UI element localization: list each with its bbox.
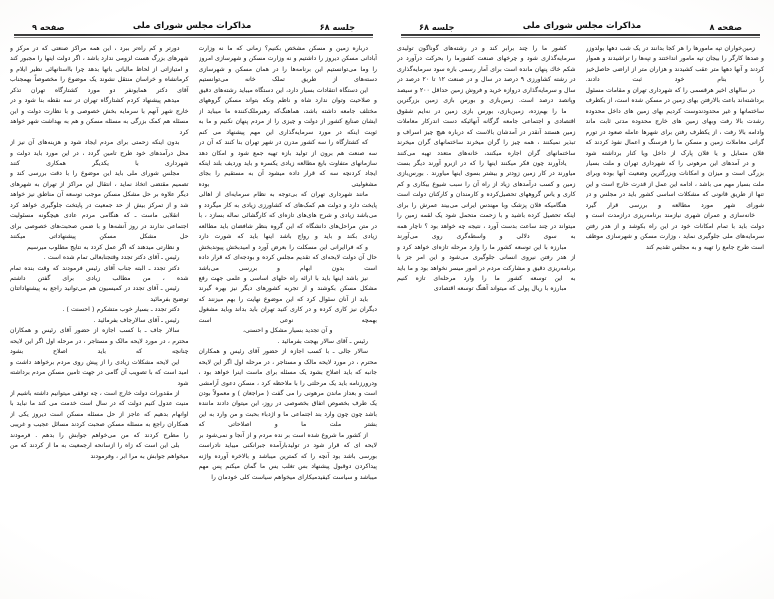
running-header-right [397, 16, 764, 31]
column-right-outer [397, 44, 576, 596]
paragraph: باید از آنان سئوال کرد که این موضوع نهایت را بهم میزنند که دیگران نیز کاری کرده و در کاری کنید تهران باید بداند وباید مشغول بهمچه نوعی است [198, 295, 377, 324]
header-rule-right-thin [401, 37, 760, 38]
speaker-line: سالار جاف ـ با کسب اجازه از حضور آقای رئیس و همکاران محترم ، در مورد لایحه مالک و مستاجر ، در مرحله اول اگر این لایحه چنانچه که باید اصلاح بشود [10, 327, 189, 356]
paragraph: یادآورند چون فکر میکنند اینها را که در ازبرو آورند دیگر بست میاورند در کار زمین زودتر و بیشتر بسوی اینها میاورند . بورس‌بازی زمین و کسب درآمدهای زیاد از راه آن را سبب شیوع بیکاری و کم کاری و یاس گروههای تحصیل‌کرده و کارمندان و کارکنان دولت است [397, 159, 576, 199]
session-number-right: جلسه ۶۸ [419, 21, 455, 32]
paragraph: بدون اینکه زحمتی برای مردم ایجاد شود و هزینه‌های آن نیز از محل درآمدهای خود طرح تامین گردد ، در این مورد باید دولت و شهرداری با یکدیگر همکاری کنند [10, 139, 189, 167]
paragraph: و در آمدهای این مرهونی را که شهرداری تهران و ملت بسیار بزرگی است و میزان و امکانات وبزرگترین وضعیت آنها بوده وبرای ملت بسیار مهم می باشد ، ادامه این عمل از قدرت خارج است و این تنها از طریق قانونی که مشکلات اساسی کشور باید در مجلس و در شورای شهر مورد مطالعه و بررسی قرار گیرد [585, 159, 764, 209]
paragraph: خانه‌سازی و عمران شهری نیازمند برنامه‌ریزی درازمدت است و دولت باید با تمام امکانات خود در این راه بکوشد و از هدر رفتن سرمایه‌های ملی جلوگیری نماید ، وزارت مسکن و شهرسازی موظف است طرح جامع را تهیه و به مجلس تقدیم کند [585, 212, 764, 251]
paragraph: مبارزه با این توسعه کشور ما را وارد مرحله تازه‌ای خواهد کرد و از هدر رفتن نیروی انسانی جلوگیری می‌شود و این امر جز با برنامه‌ریزی دقیق و مشارکت مردم در امور میسر نخواهد بود و ما باید به این توسعه کشور ما را وارد مرحله‌ای تازه کنیم [397, 243, 576, 282]
paragraph: نیز باشد اینها باید با ارائه راه حلهای اساسی و علمی جهت رفع مشکل مسکن بکوشند و از تجربه کشورهای دیگر نیز بهره گیرند [198, 274, 377, 293]
column-left-outer [10, 44, 189, 596]
session-number-left: جلسه ۶۸ [319, 21, 355, 32]
paragraph: کشور ما را چند برابر کند و در رشته‌های گوناگون تولیدی سرمایه‌گذاری شود و چرخهای صنعت کشورما را بحرکت درآورد در شکم خاك پنهان مانده است برای آمار رسمی بازه سود سرمایه‌گذاری در رشته کشاورزی ۹ درصد در سال و در صنعت ۱۲ تا ۲۰ درصد در سال و سرمایه‌گذاری دروازه خرید و فروش زمین حداقل ۲۰۰ و سیصد وپانصد درصد است. زمین‌بازی و بورس بازی زمین بزرگترین [397, 45, 576, 105]
column-right-inner [586, 44, 765, 596]
page-number-right-outer: صفحه ۸ [709, 21, 742, 32]
speaker-line: سالار جالی ـ با کسب اجازه از حضور آقای رئیس و همکاران محترم ، در مورد لایحه مالک و مستاجر ، در مرحله اول اگر این لایحه جانبه که باید اصلاح بشود یک مسئله برای ماست اینرا خواهد بود ، ودرورزنامه باید یک مرحلتی را با ملاحظه کرد ، مسکن دعوی آرامشی است و بعداز ماندن مرهونی را می گفت ( مراجعان ) و معمولاً بودن یک طرف بخصوص اتفاق بخصوصی در روز، این میتوان دادند ماننده باشد چون چون وارد بند اجتماعی ما و اژدباء بحبت و من وارد به این بشتر ملت ما و اصلاحاتی که [198, 348, 377, 429]
paragraph: هنگامیکه فلان پزشک وبا مهندس ایرانی می‌بیند عمرش را برای اینکه تحصیل کرده باشید و با زحمت متحمل شود یک لقمه زمین را میتواند در چند ساعت بدست آورد ، نتیجه چه خواهد بود ؟ ناچار همه به سوی دلالی و واسطه‌گری روی می‌آورند [397, 201, 576, 241]
document-title-right: مذاکرات مجلس شورای ملی [522, 21, 642, 32]
paragraph: این دستگاه انتقادات بسیار دارد، این دستگاه میباید رشته‌های دقیق و صلاحیت وتوان ندارد شاه و ناظم ونکه بتواند مسکن گروههای مختلف جامعه داشته باشد، هماهنگ‌که رهبرملک‌کننده ما میباید از ایشان صنایع کشور از دولت و چیزی را از مردم پنهان نکنیم و ما به ثوبت اینکه در مورد سرمایه‌گذاری این مهم پیشنهاد می کنم [198, 86, 377, 136]
paragraph: دورتر و کم راه‌تر ببرد ، این همه مراکز صنعتی که در مرکز و شهرهای بزرگ هست لزومی ندارد باشد ، اگر دولت اینها را مجبور کند و امتیازاتی از لحاظ مالیاتی باتها بدهد چرا بااستانهائی نظیر ایلام و کرمانشاه و خراسان منتقل نشوند یک موضوع را مخصوصاً بهمجناب آقای دکتر همایونفر دو مورد کشتارگاه تهران تذکر [10, 45, 189, 94]
header-rule-right [401, 34, 760, 36]
paragraph-centered: و آن تجدید بسیار مشکل و احسنی، [242, 327, 333, 335]
paragraph: انقلابی ماست ـ که هنگامی مردم عادی هیچگونه مسئولیت اجتماعی ندارند در روز آنشه‌ها و با ضمن صحبت‌های خصوصی برای حل مشکل مسکن پیشنهاداتی میکنند [10, 212, 189, 241]
paragraph: از مقدورات دولت خارج است ، چه توقفی میتوانیم داشته باشیم از منیت عدول کنیم دولت که در سال است خدمت می کند ما نباید با اوانهام بدهیم که عاجز از حل مسئله مسکن است دیروز یکی از همکاران راجع به مسئله مسکن صحبت کردند مسائل عجیب و غریبی را مطرح کردند که من می‌خواهم جوابش را بدهم . فرمودند [10, 389, 189, 439]
speaker-line: رئیس ـ آقای سالارجاف بفرمائید . [93, 316, 180, 324]
paragraph: و که فراایرانی این مسکلت را بعرض آورد و امیدبخش پیوندبخش حال آن دولت لایحه‌ای که تقدیم مجلس کرده و بودجه‌ای که قرار داده است بدون ابهام و بررسی می‌باشد [198, 243, 377, 272]
paragraph: که کشتارگاه را سه کشور مدرن در شهر تهران بنا کنند که آن در سه صنعت هم برون از تولید بازه تهیه جمع شود و امکان دهد سازمانهای متفاوت بایع مطالعه زیادی یکسره و باید وردیف بلند اینکه ایجاد کردنچه سه که قرار داده میشود آن به مستقیم را بجای مشغولیتی بوده [198, 139, 377, 188]
speaker-line: رئیس ـ آقای تجدد در کمیسیون هم می‌توانید راجع به پیشنهاداتتان توضیح بفرمائید [10, 285, 189, 303]
paragraph: درباره زمین و مسکن مشخص بکنیم؟ زمانی که ما نه وزارت آبادانی مسکن دیروز را داشتیم و نه وزارت مسکن و شهرسازی امروز را وما می‌توانستیم این برنامه‌ها را در همان مسکن و شهرسازی دسته‌های از طریق تملک خانه می‌توانستیم [198, 45, 377, 84]
page-number-left-outer: صفحه ۹ [32, 21, 65, 32]
header-rule-left-thin [14, 37, 373, 38]
page-right [387, 0, 774, 599]
header-rule-left [14, 34, 373, 36]
paragraph: میدهم پیشنهاد کردم کشتارگاه تهران در سه نقطه بنا شود و در خارج شهر آنهم با سرمایه بخش خصوصی و با نظارت دولت و این مسئله هم کمک بزرگی به مسئله مسکن و هم به بهداشت شهر خواهد کرد [10, 97, 189, 136]
running-header-left [10, 16, 377, 31]
speaker-line: دکتر تجدد ـ بسیار خوب متشکرم ( احسنت ) . [62, 306, 180, 314]
page-right-columns [397, 44, 764, 596]
speaker-line: رئیس ـ آقای دکتر تجدد وقتجنابعالی تمام شده است . [43, 254, 180, 262]
paragraph: از کشور ما شروع شده است بر نده مردم و از آنجا و نمی‌شود بر لایحه ای که قرار شود در تولیدبارآمده جبرانکنی میباید نادراست بورسی باشد بود آنچه را که کمترین میباشد و بالاخره آورده واژنه پیداکردن دوقبول پیشنهاد بس تغلب یس ما گمان میکنم پس مهم میباشد و سیاست کیفیدمیکارای میخواهم سیاست کلی خودمان را [198, 431, 377, 481]
document-title-left: مذاکرات مجلس شورای ملی [132, 21, 252, 32]
paragraph: این لایحه مشکلات زیادی را از پیش روی مردم برخواهد داشت و امید است که با تصویب آن گامی در جهت تامین مسکن مردم برداشته شود [10, 358, 189, 387]
paragraph: ما را بهم‌زده، زمین‌بازی، بورس بازی زمین در نه‌ایم شقوق اقتصادی و اجتماعی جامعه گرگانه آنهائیکه دست اندرکار معاملات زمین هستند آنقدر در آمدشان بالاست که درباره هیچ چیز اسراف و تبذیر نمیکنند ، همه چیز را گران میخرند ساختمانهای گران میخرند ساختمانهای گران اجاره میکنند، خانه‌های متعدد تهیه می‌کنند [397, 107, 576, 157]
speaker-line: دکتر تجدد ـ البته جناب آقای رئیس فرمودند که وقت بنده تمام شده ، من مطالب زیادی برای گفتن داشتم [10, 264, 189, 282]
page-left-columns [10, 44, 377, 596]
paragraph: مانند شهرداری تهران که بی‌توجه به نظام سرمایه‌ای از اهالی پایخت دارد و دولت هم کمک‌های که کشاورزی زیادی به کار میگردد و می‌باشد زیادی و شرح های‌های تازه‌ای که کارگشائی نماله بسازد ، با در متن مراحل‌های دانشگاه که این گروه بنظر شافضان باید مطالعه زیادی بکند و باید و رواج باشد اینها باید که شورت دارد [198, 191, 377, 241]
column-left-inner [199, 44, 378, 596]
paragraph: بلی این است که زاه را ازسانحه ارجمعیت به ما از کردند که من میخواهم جوابش به مرا ابر ، وفرمودند [10, 442, 189, 460]
paragraph: در سالهای اخیر هرقسمی را که شهرداری تهران و مقامات مسئول برداشته‌اند باعث بالارفتن بهای زمین در مسکن شده است، از یکطرف ساختمانها و غیر محدودندوست کردیم بهای زمین های داخل محدوده رشدت بالا رفت وبهای زمین های خارج محدوده مدتی ثابت ماند وادامه بالا رفت ، از یکطرف رفتن برای شهرها عامله صعود در تورم گرانی معاملات زمین و مسکن ما را فرسنگ و اعمال نفوذ کردند که فلان متمایل و یا فلان پارک از داخل ویا کنار برداشته شود [585, 86, 764, 157]
paragraph: زمین‌خواران تپه مامورها را هر کجا بدانند در یک شب دهها بولدوزر و صدها کارگر را بیجان تپه مامور انداختند و تپه‌ها را تراشیدند و هموار کردند و آنها دهها متر عقب کشیدند و هزاران متر از اراضی حاصل‌خیز را بنام خود ثبت دادند. [585, 45, 764, 84]
paragraph: مجلس شورای ملی باید این موضوع را با دقت بررسی کند و تصمیم مقتضی اتخاذ نماید ، انتقال این مراکز از تهران به شهرهای دیگر علاوه بر حل مشکل مسکن موجب توسعه آن مناطق نیز خواهد شد و از تمرکز بیش از حد جمعیت در پایتخت جلوگیری خواهد کرد [10, 170, 189, 209]
speaker-line: رئیس ـ آقای سالار بهجت بفرمائید . [277, 337, 368, 345]
paragraph: و نظارتی میدهند که اگر عمل کردد به نتایج مطلوب میرسیم [27, 243, 180, 251]
paragraph: مبارزه با ریال پولی که میتواند آهنگ توسعه اقتصادی [433, 285, 567, 293]
